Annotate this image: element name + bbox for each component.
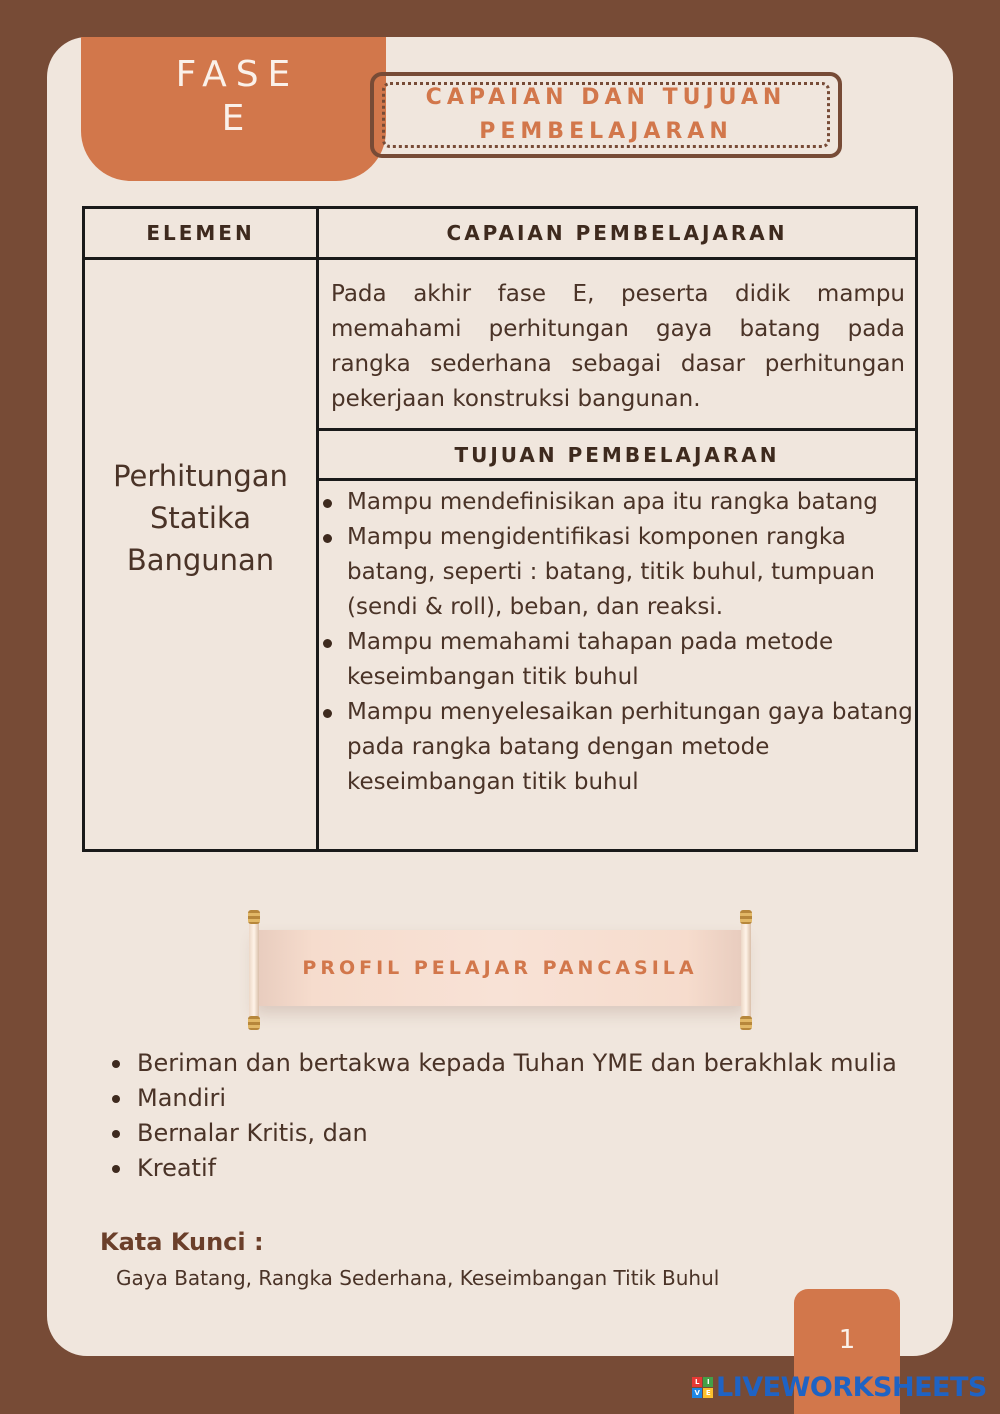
scroll-rod-right bbox=[741, 912, 751, 1026]
kata-kunci-value: Gaya Batang, Rangka Sederhana, Keseimbangan Titik Buhul bbox=[116, 1266, 720, 1290]
list-item: Mandiri bbox=[108, 1081, 900, 1116]
tujuan-list bbox=[319, 485, 915, 800]
page-number: 1 bbox=[794, 1289, 900, 1414]
list-item: Kreatif bbox=[108, 1151, 900, 1186]
fase-label: FASE bbox=[175, 54, 300, 95]
watermark-text: LIVEWORKSHEETS bbox=[716, 1372, 987, 1403]
kata-kunci-label: Kata Kunci : bbox=[100, 1228, 264, 1256]
profil-title: PROFIL PELAJAR PANCASILA bbox=[254, 930, 746, 1006]
tujuan-header: TUJUAN PEMBELAJARAN bbox=[454, 442, 780, 467]
scroll-knob-icon bbox=[248, 1016, 260, 1030]
elemen-header: ELEMEN bbox=[146, 221, 255, 245]
section-title: CAPAIAN DAN TUJUAN PEMBELAJARAN bbox=[382, 82, 830, 148]
fase-badge bbox=[81, 37, 386, 181]
list-item: Mampu menyelesaikan perhitungan gaya batang pada rangka batang dengan metode keseimbangan titik buhul bbox=[319, 695, 915, 800]
capaian-header: CAPAIAN PEMBELAJARAN bbox=[446, 221, 788, 245]
logo-letter: V bbox=[692, 1388, 702, 1398]
section-title-frame bbox=[370, 72, 842, 158]
list-item: Mampu mengidentifikasi komponen rangka batang, seperti : batang, titik buhul, tumpuan (sendi & roll), beban, dan reaksi. bbox=[319, 520, 915, 625]
header-row-divider bbox=[85, 257, 915, 260]
logo-letter: I bbox=[703, 1377, 713, 1387]
fase-value: E bbox=[221, 98, 254, 139]
list-item: Beriman dan bertakwa kepada Tuhan YME dan berakhlak mulia bbox=[108, 1046, 900, 1081]
list-item: Mampu mendefinisikan apa itu rangka batang bbox=[319, 485, 915, 520]
tujuan-header-divider bbox=[316, 478, 915, 481]
liveworksheets-logo-icon bbox=[692, 1377, 713, 1398]
scroll-knob-icon bbox=[248, 910, 260, 924]
profil-list bbox=[108, 1046, 900, 1186]
list-item: Bernalar Kritis, dan bbox=[108, 1116, 900, 1151]
elemen-value: Perhitungan Statika Bangunan bbox=[113, 459, 288, 577]
logo-letter: L bbox=[692, 1377, 702, 1387]
scroll-knob-icon bbox=[740, 910, 752, 924]
list-item: Mampu memahami tahapan pada metode keseimbangan titik buhul bbox=[319, 625, 915, 695]
liveworksheets-watermark bbox=[692, 1372, 987, 1403]
profil-scroll-banner bbox=[246, 910, 754, 1030]
logo-letter: E bbox=[703, 1388, 713, 1398]
capaian-table bbox=[82, 206, 918, 852]
capaian-text: Pada akhir fase E, peserta didik mampu memahami perhitungan gaya batang pada rangka sederhana sebagai dasar perhitungan pekerjaan konstruksi bangunan. bbox=[331, 281, 905, 412]
scroll-knob-icon bbox=[740, 1016, 752, 1030]
scroll-rod-left bbox=[249, 912, 259, 1026]
